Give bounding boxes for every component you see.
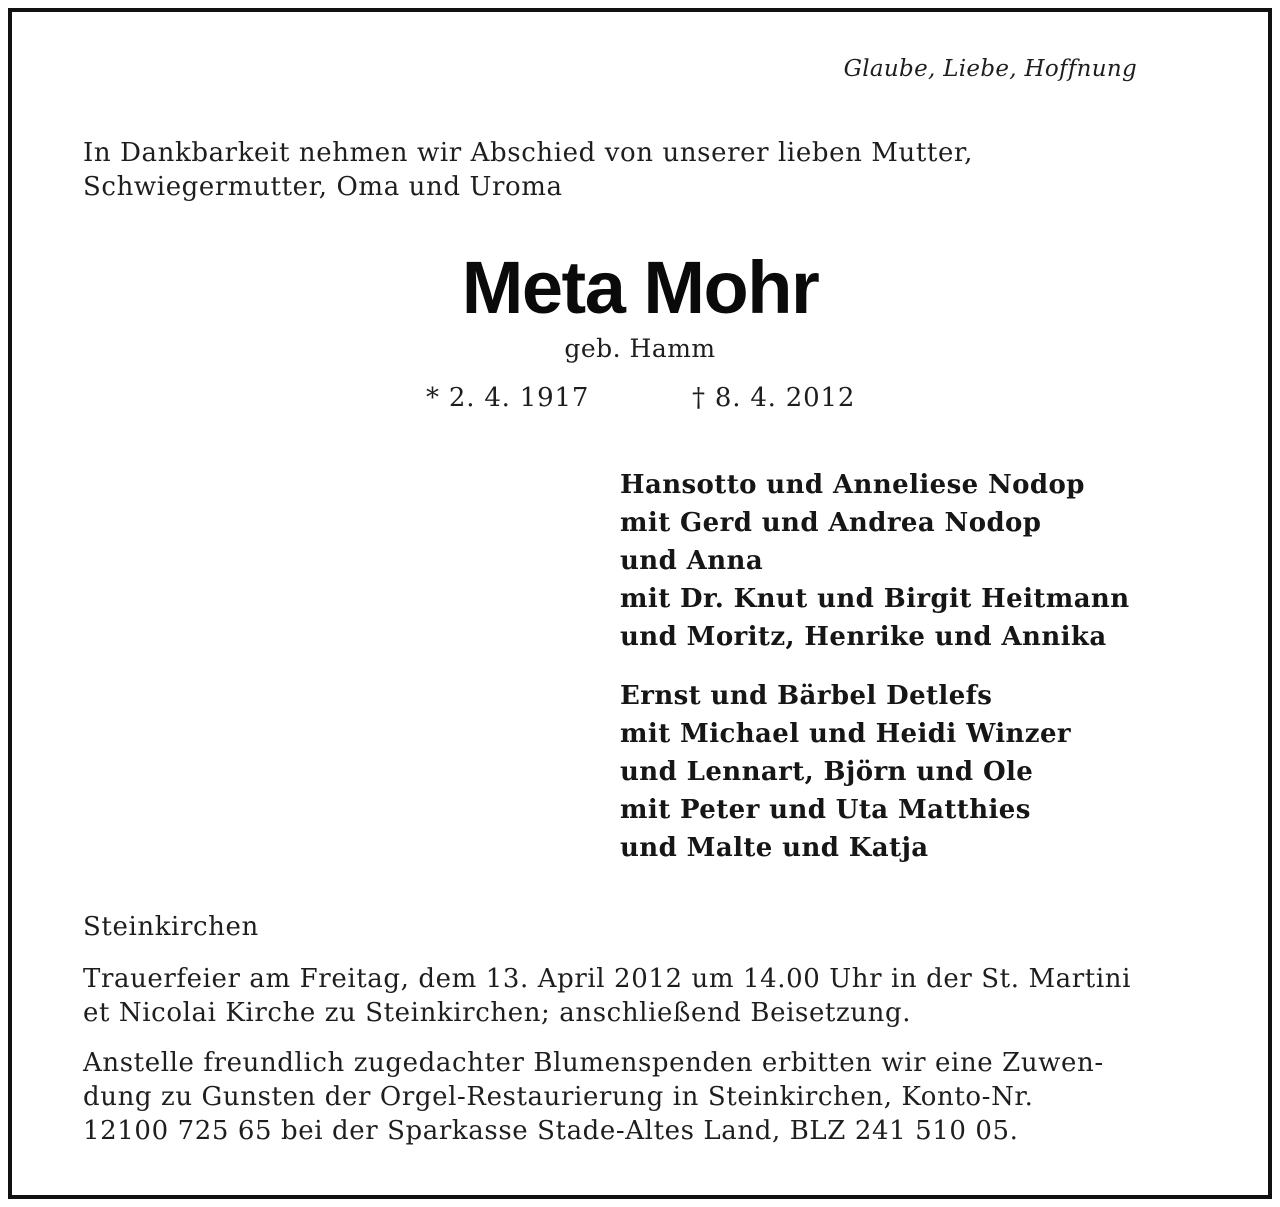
family-group-2 [620, 677, 1071, 867]
donation-paragraph [83, 1046, 1104, 1148]
maiden-name: geb. Hamm [564, 334, 716, 363]
family-group-1 [620, 466, 1130, 656]
family-line: Hansotto und Anneliese Nodop [620, 470, 1085, 500]
place: Steinkirchen [83, 912, 259, 942]
funeral-line: et Nicolai Kirche zu Steinkirchen; anschließend Beisetzung. [83, 998, 912, 1028]
family-line: Ernst und Bärbel Detlefs [620, 681, 993, 711]
intro-line: Schwiegermutter, Oma und Uroma [83, 172, 563, 202]
family-line: mit Michael und Heidi Winzer [620, 719, 1072, 749]
family-line: mit Dr. Knut und Birgit Heitmann [620, 584, 1130, 614]
donation-line: Anstelle freundlich zugedachter Blumenspenden erbitten wir eine Zuwen- [83, 1048, 1104, 1078]
intro-line: In Dankbarkeit nehmen wir Abschied von unserer lieben Mutter, [83, 138, 973, 168]
donation-line: 12100 725 65 bei der Sparkasse Stade-Altes Land, BLZ 241 510 05. [83, 1116, 1019, 1146]
motto: Glaube, Liebe, Hoffnung [843, 56, 1137, 82]
donation-line: dung zu Gunsten der Orgel-Restaurierung in Steinkirchen, Konto-Nr. [83, 1082, 1034, 1112]
deceased-name: Meta Mohr [461, 246, 819, 329]
funeral-line: Trauerfeier am Freitag, dem 13. April 2012 um 14.00 Uhr in der St. Martini [83, 964, 1132, 994]
family-line: und Malte und Katja [620, 833, 929, 863]
family-line: mit Peter und Uta Matthies [620, 795, 1031, 825]
family-line: und Moritz, Henrike und Annika [620, 622, 1107, 652]
intro-text [83, 136, 973, 204]
family-line: und Anna [620, 546, 764, 576]
birth-date: * 2. 4. 1917 [426, 383, 590, 413]
death-date: † 8. 4. 2012 [692, 383, 856, 413]
funeral-paragraph [83, 962, 1131, 1030]
family-line: mit Gerd und Andrea Nodop [620, 508, 1042, 538]
family-line: und Lennart, Björn und Ole [620, 757, 1034, 787]
